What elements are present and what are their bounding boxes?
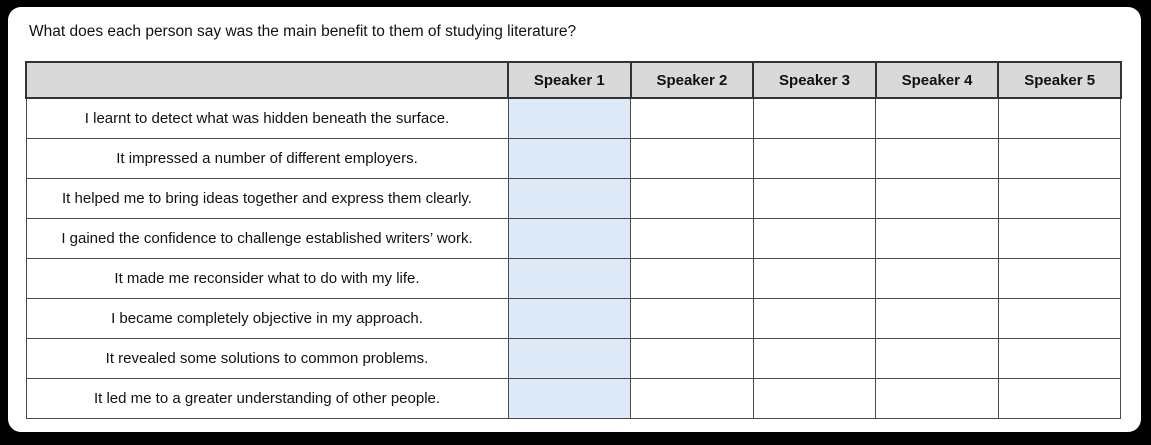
answer-cell-row2-speaker1[interactable]	[508, 138, 631, 178]
answer-cell-row4-speaker5[interactable]	[998, 218, 1121, 258]
answer-cell-row8-speaker4[interactable]	[876, 378, 999, 418]
answer-cell-row2-speaker4[interactable]	[876, 138, 999, 178]
answer-cell-row6-speaker2[interactable]	[631, 298, 754, 338]
answer-cell-row6-speaker4[interactable]	[876, 298, 999, 338]
column-header-speaker-4: Speaker 4	[876, 62, 999, 98]
answer-cell-row7-speaker5[interactable]	[998, 338, 1121, 378]
answer-cell-row3-speaker5[interactable]	[998, 178, 1121, 218]
statement-cell-2: It impressed a number of different employers.	[26, 138, 508, 178]
answer-cell-row3-speaker4[interactable]	[876, 178, 999, 218]
header-row	[26, 62, 1121, 98]
answer-cell-row4-speaker1[interactable]	[508, 218, 631, 258]
statement-cell-4: I gained the confidence to challenge established writers’ work.	[26, 218, 508, 258]
table-row	[26, 178, 1121, 218]
answer-cell-row7-speaker4[interactable]	[876, 338, 999, 378]
statement-cell-8: It led me to a greater understanding of other people.	[26, 378, 508, 418]
answer-cell-row6-speaker5[interactable]	[998, 298, 1121, 338]
answer-cell-row7-speaker1[interactable]	[508, 338, 631, 378]
answer-cell-row8-speaker1[interactable]	[508, 378, 631, 418]
table-row	[26, 338, 1121, 378]
statement-cell-1: I learnt to detect what was hidden beneath the surface.	[26, 98, 508, 138]
column-header-speaker-2: Speaker 2	[631, 62, 754, 98]
answer-cell-row7-speaker3[interactable]	[753, 338, 876, 378]
column-header-speaker-3: Speaker 3	[753, 62, 876, 98]
answer-cell-row1-speaker2[interactable]	[631, 98, 754, 138]
answer-cell-row5-speaker3[interactable]	[753, 258, 876, 298]
answer-cell-row8-speaker3[interactable]	[753, 378, 876, 418]
column-header-speaker-5: Speaker 5	[998, 62, 1121, 98]
answer-cell-row5-speaker1[interactable]	[508, 258, 631, 298]
table-row	[26, 258, 1121, 298]
statement-cell-5: It made me reconsider what to do with my life.	[26, 258, 508, 298]
answer-cell-row6-speaker3[interactable]	[753, 298, 876, 338]
answer-cell-row1-speaker3[interactable]	[753, 98, 876, 138]
answer-cell-row2-speaker3[interactable]	[753, 138, 876, 178]
answer-cell-row1-speaker4[interactable]	[876, 98, 999, 138]
question-text: What does each person say was the main benefit to them of studying literature?	[29, 23, 577, 40]
answer-cell-row4-speaker2[interactable]	[631, 218, 754, 258]
answer-cell-row3-speaker1[interactable]	[508, 178, 631, 218]
answer-cell-row7-speaker2[interactable]	[631, 338, 754, 378]
answer-cell-row5-speaker5[interactable]	[998, 258, 1121, 298]
answer-cell-row8-speaker2[interactable]	[631, 378, 754, 418]
statement-column-header	[26, 62, 508, 98]
answer-cell-row3-speaker2[interactable]	[631, 178, 754, 218]
answer-cell-row2-speaker2[interactable]	[631, 138, 754, 178]
answer-cell-row4-speaker3[interactable]	[753, 218, 876, 258]
answer-cell-row8-speaker5[interactable]	[998, 378, 1121, 418]
answer-cell-row2-speaker5[interactable]	[998, 138, 1121, 178]
table-row	[26, 298, 1121, 338]
answer-cell-row5-speaker2[interactable]	[631, 258, 754, 298]
answer-cell-row5-speaker4[interactable]	[876, 258, 999, 298]
answer-cell-row4-speaker4[interactable]	[876, 218, 999, 258]
answer-cell-row3-speaker3[interactable]	[753, 178, 876, 218]
table-row	[26, 218, 1121, 258]
statement-cell-3: It helped me to bring ideas together and express them clearly.	[26, 178, 508, 218]
table-row	[26, 378, 1121, 418]
worksheet-card	[8, 7, 1141, 432]
table-row	[26, 98, 1121, 138]
statement-cell-6: I became completely objective in my approach.	[26, 298, 508, 338]
answer-cell-row1-speaker5[interactable]	[998, 98, 1121, 138]
table-row	[26, 138, 1121, 178]
speaker-matching-table	[25, 61, 1122, 419]
column-header-speaker-1: Speaker 1	[508, 62, 631, 98]
answer-cell-row1-speaker1[interactable]	[508, 98, 631, 138]
statement-cell-7: It revealed some solutions to common problems.	[26, 338, 508, 378]
answer-cell-row6-speaker1[interactable]	[508, 298, 631, 338]
